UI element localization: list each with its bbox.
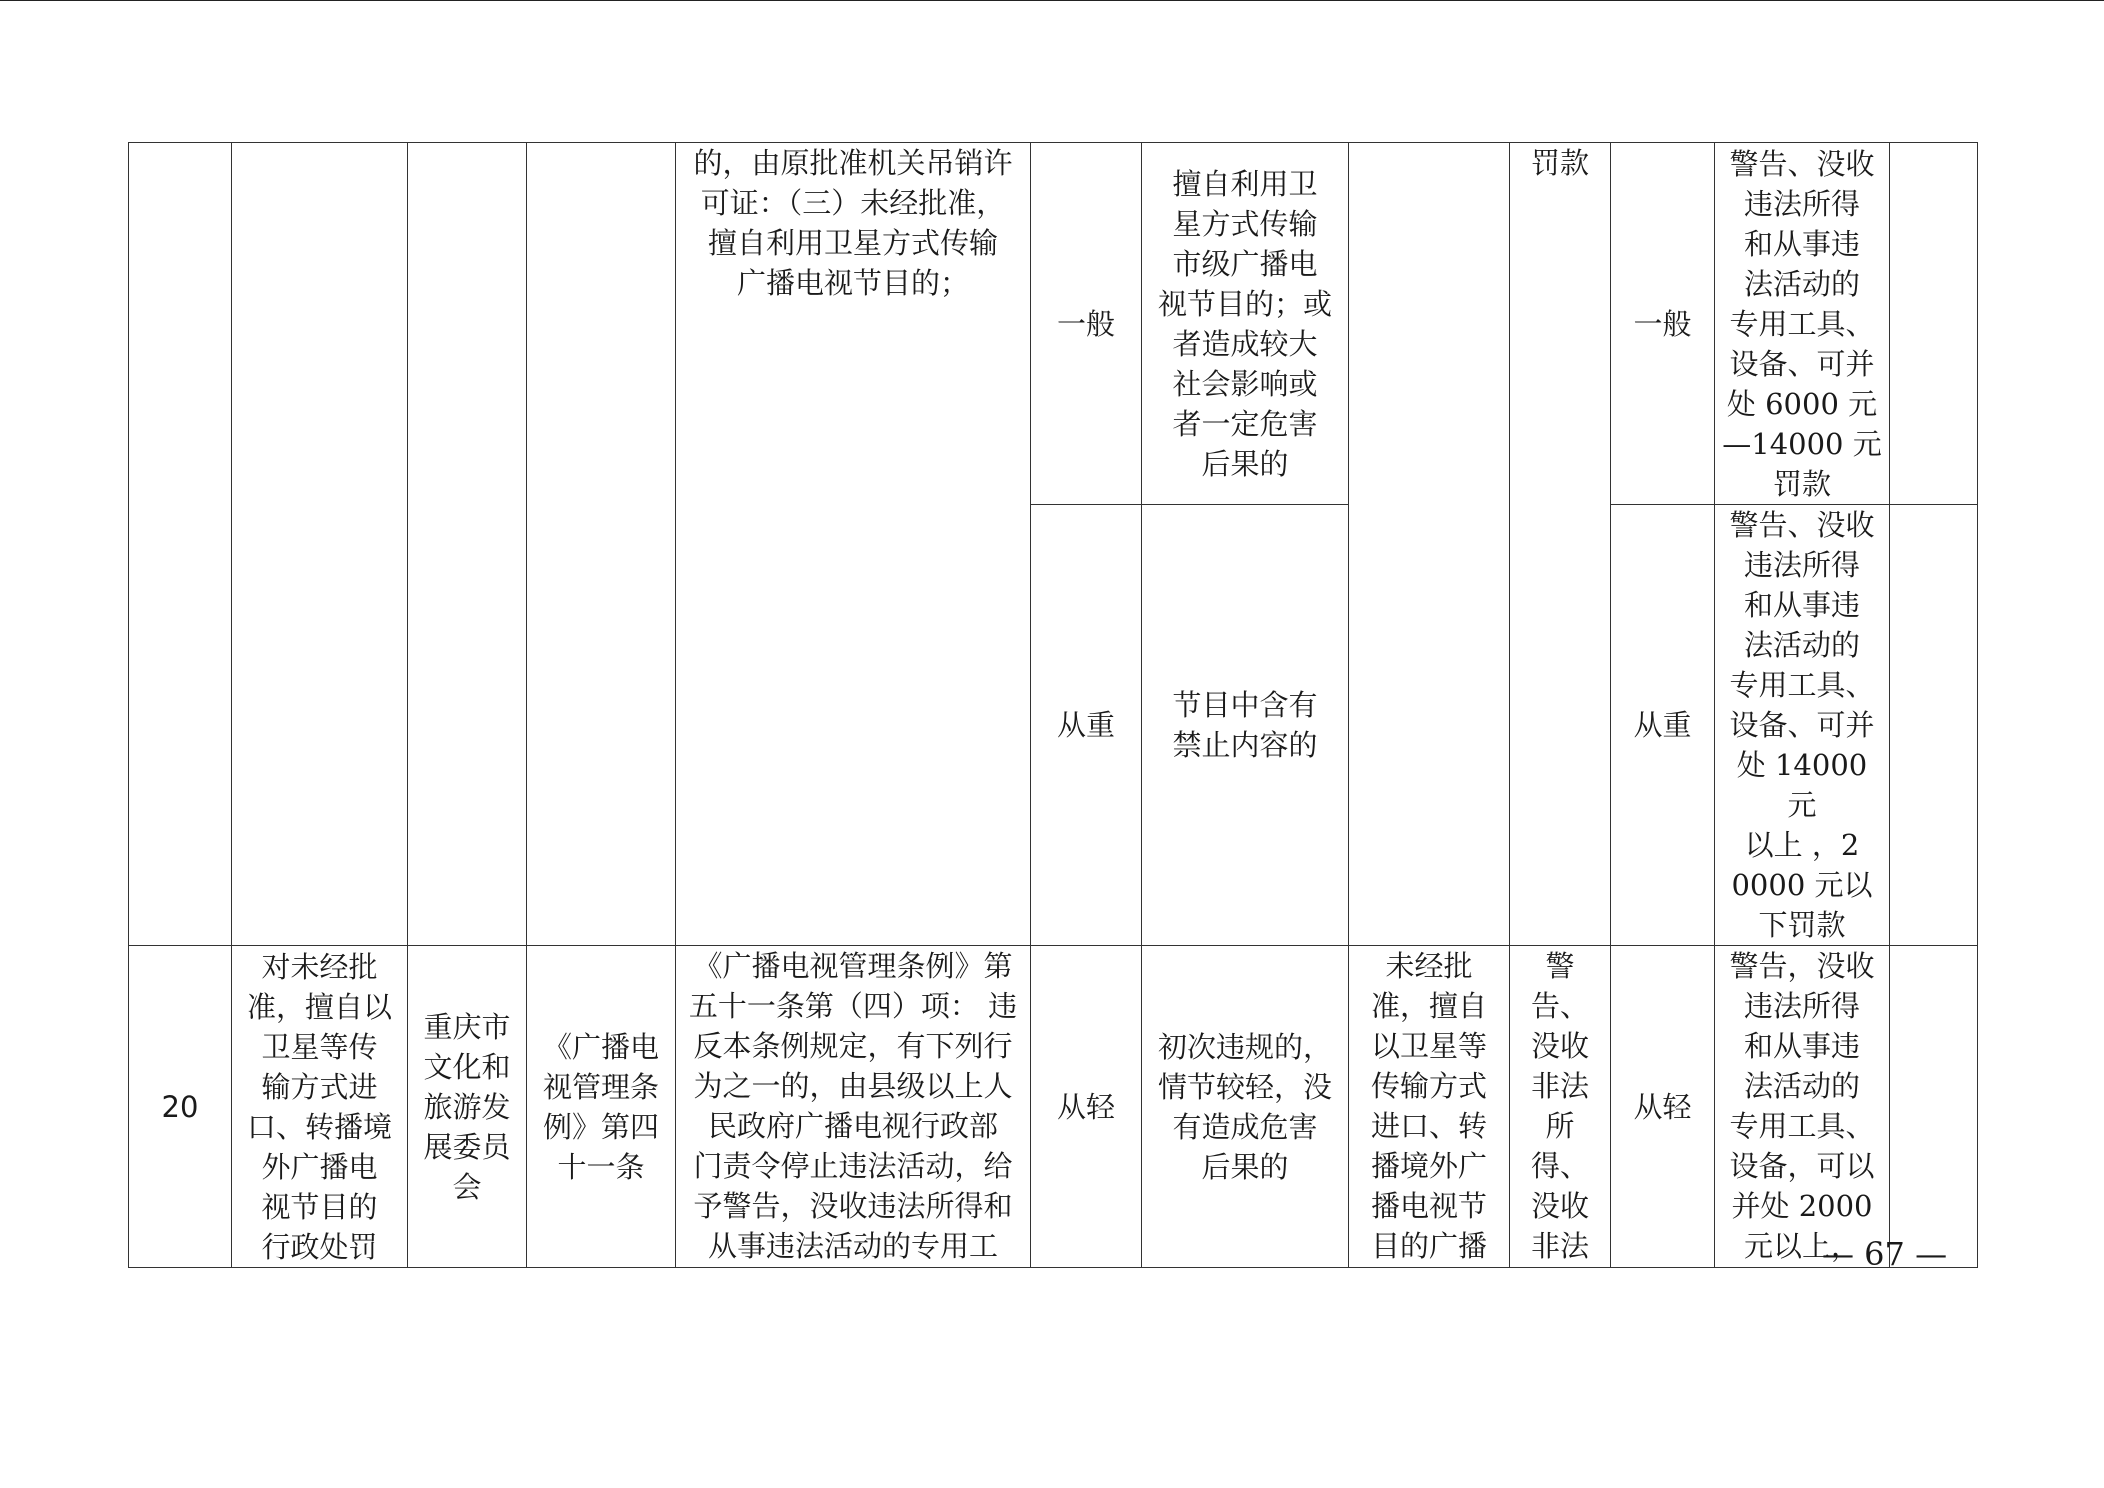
cell-standard-severe: 警告、没收 违法所得 和从事违 法活动的 专用工具、 设备、可并 处 14000 元 以上 ，2 0000 元以 下罚款 <box>1715 505 1890 946</box>
cell-standard-20: 警告，没收 违法所得 和从事违 法活动的 专用工具、 设备，可以 并处 2000 元以上， <box>1715 946 1890 1268</box>
cell-penalty-kind-cont: 罚款 <box>1510 143 1611 946</box>
cell-level-general: 一般 <box>1031 143 1142 505</box>
cell-violation-20: 未经批 准，擅自 以卫星等 传输方式 进口、转 播境外广 播电视节 目的广播 <box>1349 946 1510 1268</box>
cell-item-20: 对未经批 准，擅自以 卫星等传 输方式进 口、转播境 外广播电 视节目的 行政处罚 <box>232 946 408 1268</box>
cell-legal-text-20: 《广播电视管理条例》第 五十一条第（四）项： 违 反本条例规定，有下列行 为之一的，由县级以上人 民政府广播电视行政部 门责令停止违法活动，给 予警告，没收违法所得和 从事违法活动的专用工 <box>676 946 1031 1268</box>
cell-basis-cont <box>527 143 676 946</box>
cell-no-cont <box>129 143 232 946</box>
cell-remark-20 <box>1890 946 1978 1268</box>
page-top-border <box>0 0 2104 1</box>
cell-legal-text-cont: 的，由原批准机关吊销许 可证：（三）未经批准， 擅自利用卫星方式传输 广播电视节目的； <box>676 143 1031 946</box>
cell-situation-20: 初次违规的， 情节较轻，没 有造成危害 后果的 <box>1142 946 1349 1268</box>
cell-item-cont <box>232 143 408 946</box>
cell-authority-cont <box>408 143 527 946</box>
cell-situation-general: 擅自利用卫 星方式传输 市级广播电 视节目的；或 者造成较大 社会影响或 者一定危害 后果的 <box>1142 143 1349 505</box>
cell-level2-general: 一般 <box>1611 143 1715 505</box>
cell-level-severe: 从重 <box>1031 505 1142 946</box>
cell-no-20: 20 <box>129 946 232 1268</box>
page-number: — 67 — <box>1822 1235 1948 1273</box>
cell-situation-severe: 节目中含有 禁止内容的 <box>1142 505 1349 946</box>
table-row-20 <box>129 946 1978 1268</box>
cell-remark-severe <box>1890 505 1978 946</box>
cell-remark-general <box>1890 143 1978 505</box>
cell-basis-20: 《广播电 视管理条 例》第四 十一条 <box>527 946 676 1268</box>
table-row-general <box>129 143 1978 505</box>
cell-authority-20: 重庆市 文化和 旅游发 展委员 会 <box>408 946 527 1268</box>
cell-level-20: 从轻 <box>1031 946 1142 1268</box>
cell-violation-cont <box>1349 143 1510 946</box>
cell-penalty-kind-20: 警 告、 没收 非法 所 得、 没收 非法 <box>1510 946 1611 1268</box>
cell-level2-20: 从轻 <box>1611 946 1715 1268</box>
penalty-standard-table <box>128 142 1978 1268</box>
cell-level2-severe: 从重 <box>1611 505 1715 946</box>
cell-standard-general: 警告、没收 违法所得 和从事违 法活动的 专用工具、 设备、可并 处 6000 元 —14000 元 罚款 <box>1715 143 1890 505</box>
